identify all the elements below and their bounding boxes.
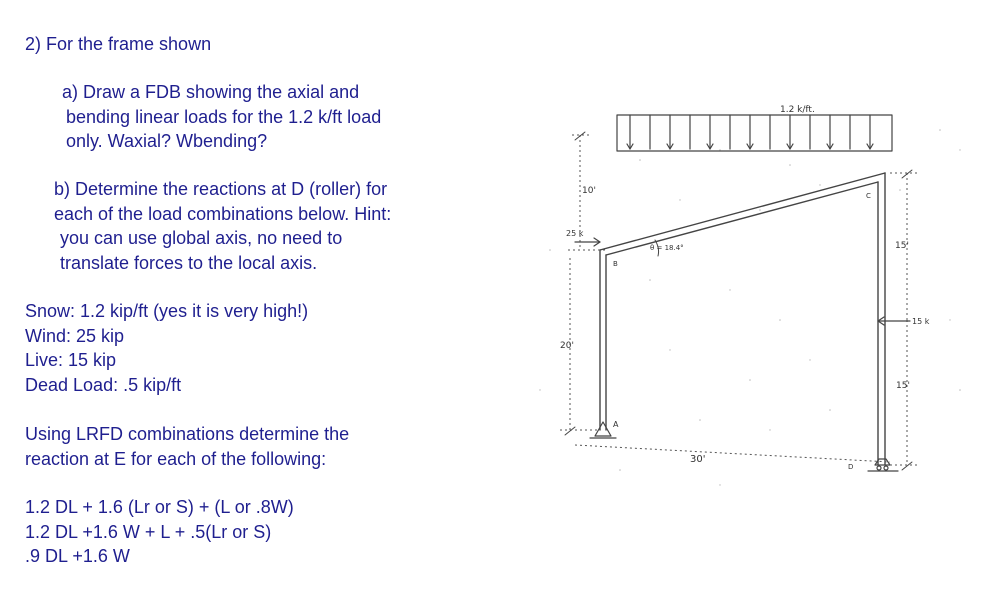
dim-label-top-left: 10' [582,186,596,196]
part-b-line-2: each of the load combinations below. Hint: [54,203,392,224]
load-label: 1.2 k/ft. [780,105,815,115]
dim-label-bottom: 30' [690,454,706,465]
part-a-text [62,80,381,154]
load-dead: Dead Load: .5 kip/ft [25,374,182,395]
angle-label: θ = 18.4° [650,244,684,252]
force-label-right: 15 k [912,317,930,326]
node-label-d: D [848,463,854,471]
lrfd-intro-line-2: reaction at E for each of the following: [25,448,327,469]
combination-1: 1.2 DL + 1.6 (Lr or S) + (L or .8W) [25,497,294,517]
node-label-c: C [866,192,871,200]
combination-3: .9 DL +1.6 W [25,546,130,566]
node-label-b: B [613,260,618,268]
part-a-line-2: bending linear loads for the 1.2 k/ft load [66,106,382,127]
part-a-line-3: only. Waxial? Wbending? [66,131,268,151]
roller-support-d [868,459,898,471]
load-snow: Snow: 1.2 kip/ft (yes it is very high!) [25,301,309,321]
part-b-line-4: translate forces to the local axis. [60,252,318,273]
node-label-a: A [613,420,619,429]
frame-sketch [520,90,990,500]
load-wind: Wind: 25 kip [25,325,125,346]
force-arrow-left [575,238,600,246]
dim-label-left-column: 20' [560,341,574,351]
force-label-left: 25 k [566,229,584,238]
force-arrow-right [878,317,910,325]
lrfd-intro-line-1: Using LRFD combinations determine the [25,424,350,444]
load-list [25,299,308,397]
distributed-load [617,115,892,151]
part-b-line-1: b) Determine the reactions at D (roller) for [54,179,388,199]
lrfd-intro [25,422,349,471]
combination-2: 1.2 DL +1.6 W + L + .5(Lr or S) [25,521,272,542]
dim-label-right-upper: 15' [895,241,909,251]
problem-title [25,32,211,57]
part-b-line-3: you can use global axis, no need to [60,228,343,248]
part-a-line-1: a) Draw a FDB showing the axial and [62,82,360,102]
title-line: 2) For the frame shown [25,34,212,54]
dim-label-right-lower: 15' [896,381,910,391]
paper-speckles [539,129,961,486]
lrfd-combinations [25,495,294,569]
load-live: Live: 15 kip [25,350,117,370]
frame-members [600,173,885,465]
part-b-text [54,177,391,275]
